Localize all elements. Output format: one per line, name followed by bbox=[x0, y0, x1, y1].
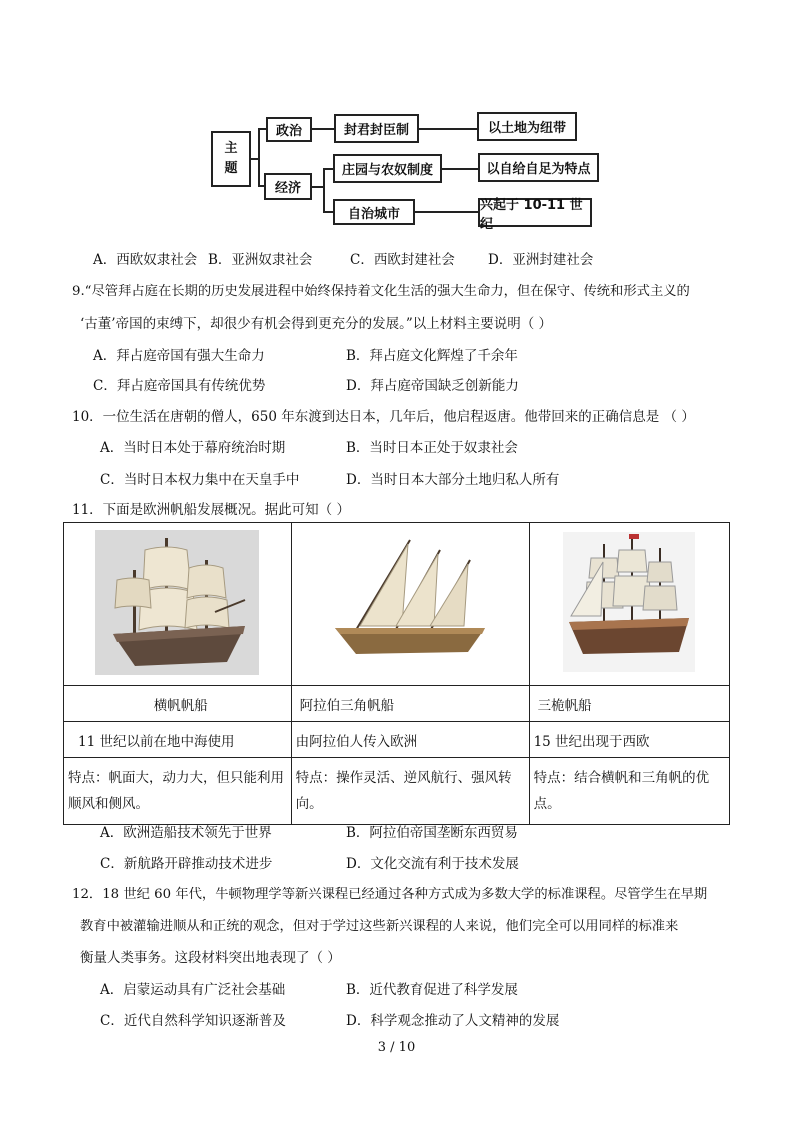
page-number: 3 / 10 bbox=[377, 1040, 416, 1055]
diagram-politics-box: 政治 bbox=[266, 117, 312, 142]
q9-option-b[interactable]: B．拜占庭文化辉煌了千余年 bbox=[346, 348, 518, 364]
diagram-economy-box: 经济 bbox=[264, 173, 312, 200]
q11-option-a[interactable]: A．欧洲造船技术领先于世界 bbox=[100, 825, 272, 841]
root-char-1: 主 bbox=[224, 141, 238, 156]
q9-stem-line2: ‘古董’帝国的束缚下，却很少有机会得到更充分的发展。”以上材料主要说明（ ） bbox=[80, 316, 553, 332]
three-mast-ship-image bbox=[563, 532, 695, 672]
square-sail-ship-image-cell bbox=[64, 523, 292, 686]
diagram-feudal-box: 封君封臣制 bbox=[334, 114, 419, 143]
q10-stem: 10．一位生活在唐朝的僧人，650 年东渡到达日本，几年后，他启程返唐。他带回来的正确信息是 （ ） bbox=[72, 409, 695, 425]
q12-stem-line2: 教育中被灌输进顺从和正统的观念，但对于学过这些新兴课程的人来说，他们完全可以用同样的标准来 bbox=[80, 919, 679, 934]
ship-feature-three-mast: 特点：结合横帆和三角帆的优点。 bbox=[529, 758, 729, 825]
ship-table bbox=[63, 522, 730, 825]
q8-option-d[interactable]: D．亚洲封建社会 bbox=[488, 252, 594, 268]
q8-option-b[interactable]: B．亚洲奴隶社会 bbox=[208, 252, 313, 268]
diagram-manor-box: 庄园与农奴制度 bbox=[333, 154, 442, 183]
ship-desc-three-mast: 15 世纪出现于西欧 bbox=[529, 722, 729, 758]
diagram-root-box bbox=[211, 131, 251, 187]
root-char-2: 题 bbox=[224, 161, 238, 176]
q12-option-b[interactable]: B．近代教育促进了科学发展 bbox=[346, 982, 518, 998]
lateen-ship-image-cell bbox=[291, 523, 529, 686]
q11-option-b[interactable]: B．阿拉伯帝国垄断东西贸易 bbox=[346, 825, 518, 841]
q9-option-d[interactable]: D．拜占庭帝国缺乏创新能力 bbox=[346, 378, 519, 394]
q12-option-d[interactable]: D．科学观念推动了人文精神的发展 bbox=[346, 1013, 560, 1029]
q9-option-a[interactable]: A．拜占庭帝国有强大生命力 bbox=[93, 348, 265, 364]
square-sail-ship-image bbox=[95, 530, 259, 675]
q10-option-d[interactable]: D．当时日本大部分土地归私人所有 bbox=[346, 472, 560, 488]
ship-name-lateen: 阿拉伯三角帆船 bbox=[291, 686, 529, 722]
q11-stem: 11．下面是欧洲帆船发展概况。据此可知（ ） bbox=[72, 502, 350, 518]
ship-name-three-mast: 三桅帆船 bbox=[529, 686, 729, 722]
q12-stem-line3: 衡量人类事务。这段材料突出地表现了（ ） bbox=[80, 950, 341, 966]
q11-option-c[interactable]: C．新航路开辟推动技术进步 bbox=[100, 856, 273, 872]
q9-stem-line1: 9.“尽管拜占庭在长期的历史发展进程中始终保持着文化生活的强大生命力，但在保守、传统和形式主义的 bbox=[72, 284, 690, 299]
q12-option-a[interactable]: A．启蒙运动具有广泛社会基础 bbox=[100, 982, 286, 998]
ship-feature-square-sail: 特点：帆面大，动力大，但只能利用顺风和侧风。 bbox=[64, 758, 292, 825]
diagram-city-box: 自治城市 bbox=[333, 199, 415, 225]
ship-desc-lateen: 由阿拉伯人传入欧洲 bbox=[291, 722, 529, 758]
q10-option-a[interactable]: A．当时日本处于幕府统治时期 bbox=[100, 440, 286, 456]
three-mast-ship-image-cell bbox=[529, 523, 729, 686]
q8-option-a[interactable]: A．西欧奴隶社会 bbox=[93, 252, 198, 268]
diagram-city-rise-box: 兴起于 10-11 世纪 bbox=[478, 198, 592, 227]
ship-feature-lateen: 特点：操作灵活、逆风航行、强风转向。 bbox=[291, 758, 529, 825]
diagram-self-sufficient-box: 以自给自足为特点 bbox=[478, 153, 599, 182]
q10-option-c[interactable]: C．当时日本权力集中在天皇手中 bbox=[100, 472, 300, 488]
lateen-ship-image bbox=[330, 530, 490, 675]
ship-desc-square-sail: 11 世纪以前在地中海使用 bbox=[64, 722, 292, 758]
q12-stem-line1: 12．18 世纪 60 年代，牛顿物理学等新兴课程已经通过各种方式成为多数大学的标准课程。尽管学生在早期 bbox=[72, 887, 708, 902]
diagram-land-bond-box: 以土地为纽带 bbox=[477, 112, 577, 141]
q8-option-c[interactable]: C．西欧封建社会 bbox=[350, 252, 455, 268]
q12-option-c[interactable]: C．近代自然科学知识逐渐普及 bbox=[100, 1013, 286, 1029]
q11-option-d[interactable]: D．文化交流有利于技术发展 bbox=[346, 856, 519, 872]
q10-option-b[interactable]: B．当时日本正处于奴隶社会 bbox=[346, 440, 518, 456]
q9-option-c[interactable]: C．拜占庭帝国具有传统优势 bbox=[93, 378, 266, 394]
ship-name-square-sail: 横帆帆船 bbox=[64, 686, 292, 722]
